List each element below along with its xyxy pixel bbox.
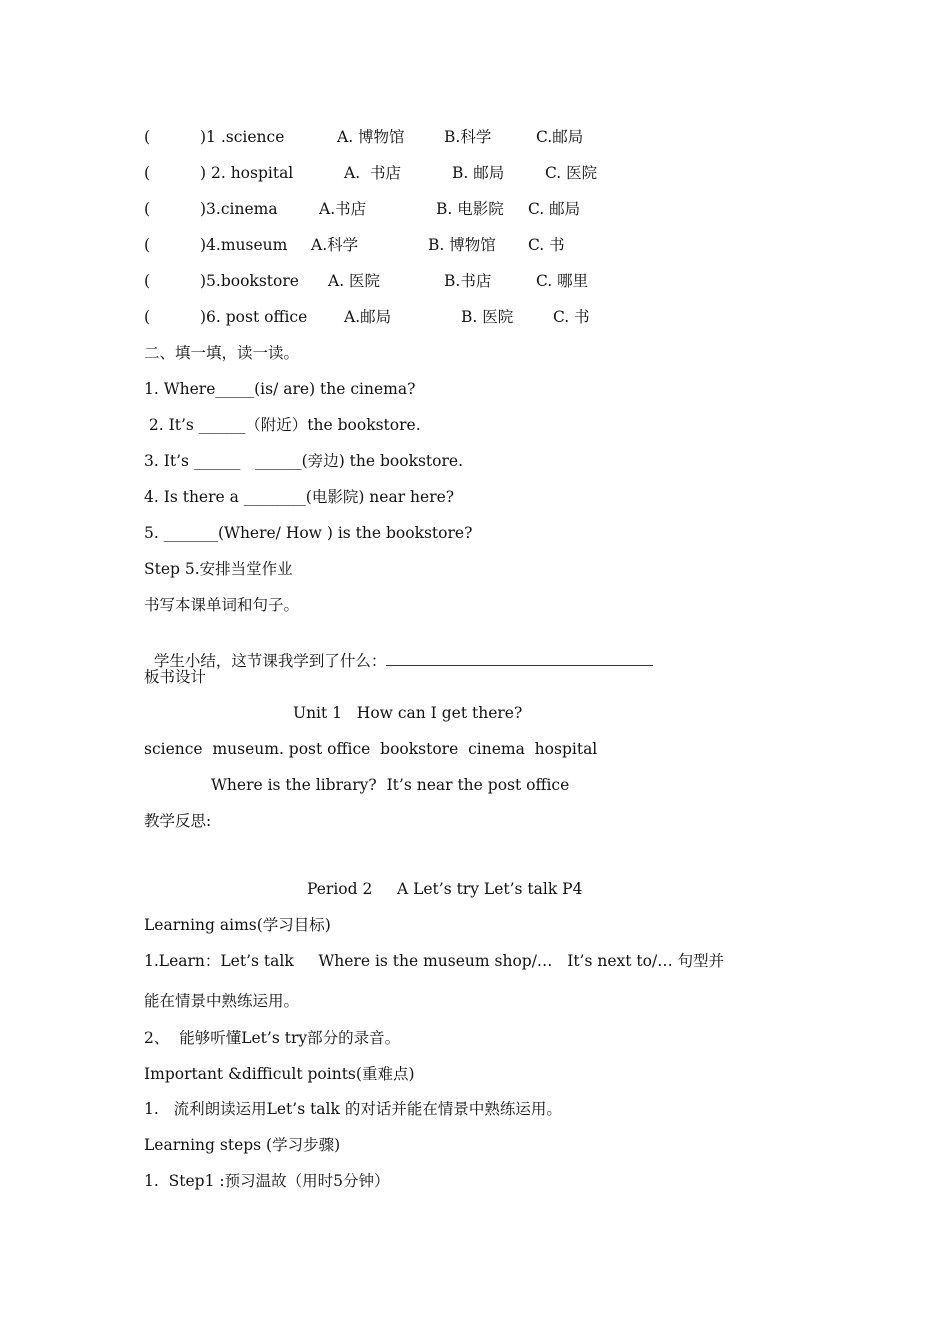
option-b: B. 邮局 bbox=[452, 164, 505, 182]
matching-row-6 bbox=[144, 307, 950, 327]
answer-paren: ( bbox=[144, 272, 151, 290]
answer-paren: ( bbox=[144, 128, 151, 146]
aim-1: 1.Learn：Let’s talk Where is the museum shop/… It’s next to/… 句型并 bbox=[144, 952, 725, 970]
board-design-heading: 板书设计 bbox=[144, 668, 207, 686]
option-a: A.书店 bbox=[319, 200, 367, 218]
answer-paren: ( bbox=[144, 308, 151, 326]
matching-row-2 bbox=[144, 163, 950, 183]
fill-item-1: 1. Where_____(is/ are) the cinema? bbox=[144, 380, 416, 398]
matching-row-3 bbox=[144, 199, 950, 219]
option-a: A.邮局 bbox=[344, 308, 392, 326]
key-point-1: 1. 流利朗读运用Let’s talk 的对话并能在情景中熟练运用。 bbox=[144, 1100, 562, 1118]
board-title: Unit 1 How can I get there? bbox=[293, 704, 523, 722]
option-a: A. 书店 bbox=[344, 164, 401, 182]
option-c: C. 书 bbox=[528, 236, 565, 254]
aim-2: 2、 能够听懂Let’s try部分的录音。 bbox=[144, 1029, 401, 1047]
learning-aims-heading: Learning aims(学习目标) bbox=[144, 916, 331, 934]
matching-word: )6. post office bbox=[200, 308, 308, 326]
matching-row-5 bbox=[144, 271, 950, 291]
fill-item-4: 4. Is there a ________(电影院) near here? bbox=[144, 488, 455, 506]
matching-word: )5.bookstore bbox=[200, 272, 299, 290]
option-a: A.科学 bbox=[311, 236, 359, 254]
fill-item-3: 3. It’s ______ ______(旁边) the bookstore. bbox=[144, 452, 463, 470]
option-c: C.邮局 bbox=[536, 128, 584, 146]
option-b: B.书店 bbox=[444, 272, 492, 290]
matching-word: ) 2. hospital bbox=[200, 164, 294, 182]
option-c: C. 书 bbox=[553, 308, 590, 326]
matching-row-4 bbox=[144, 235, 950, 255]
learning-steps-heading: Learning steps (学习步骤) bbox=[144, 1136, 341, 1154]
step-1: 1. Step1 :预习温故（用时5分钟） bbox=[144, 1172, 390, 1190]
matching-word: )4.museum bbox=[200, 236, 288, 254]
option-b: B. 医院 bbox=[461, 308, 514, 326]
option-a: A. 博物馆 bbox=[337, 128, 405, 146]
board-sentence: Where is the library? It’s near the post office bbox=[211, 776, 570, 794]
teaching-reflection: 教学反思: bbox=[144, 812, 212, 830]
option-c: C. 哪里 bbox=[536, 272, 589, 290]
matching-word: )3.cinema bbox=[200, 200, 278, 218]
option-c: C. 医院 bbox=[545, 164, 598, 182]
answer-paren: ( bbox=[144, 236, 151, 254]
answer-paren: ( bbox=[144, 164, 151, 182]
matching-row-1 bbox=[144, 127, 950, 147]
summary-answer-line bbox=[386, 651, 653, 666]
option-a: A. 医院 bbox=[328, 272, 381, 290]
option-b: B.科学 bbox=[444, 128, 492, 146]
summary-label: 学生小结，这节课我学到了什么： bbox=[153, 652, 387, 670]
student-summary bbox=[144, 631, 653, 671]
key-points-heading: Important &difficult points(重难点) bbox=[144, 1065, 415, 1083]
option-c: C. 邮局 bbox=[528, 200, 581, 218]
period-title: Period 2 A Let’s try Let’s talk P4 bbox=[307, 880, 583, 898]
fill-item-5: 5. _______(Where/ How ) is the bookstore? bbox=[144, 524, 473, 542]
fill-heading: 二、填一填，读一读。 bbox=[144, 344, 300, 362]
fill-item-2: 2. It’s ______（附近）the bookstore. bbox=[144, 416, 421, 434]
board-vocabulary: science museum. post office bookstore cinema hospital bbox=[144, 740, 598, 758]
answer-paren: ( bbox=[144, 200, 151, 218]
option-b: B. 电影院 bbox=[436, 200, 504, 218]
matching-word: )1 .science bbox=[200, 128, 285, 146]
aim-1-continued: 能在情景中熟练运用。 bbox=[144, 992, 300, 1010]
step5-heading: Step 5.安排当堂作业 bbox=[144, 560, 293, 578]
homework-text: 书写本课单词和句子。 bbox=[144, 596, 300, 614]
option-b: B. 博物馆 bbox=[428, 236, 496, 254]
